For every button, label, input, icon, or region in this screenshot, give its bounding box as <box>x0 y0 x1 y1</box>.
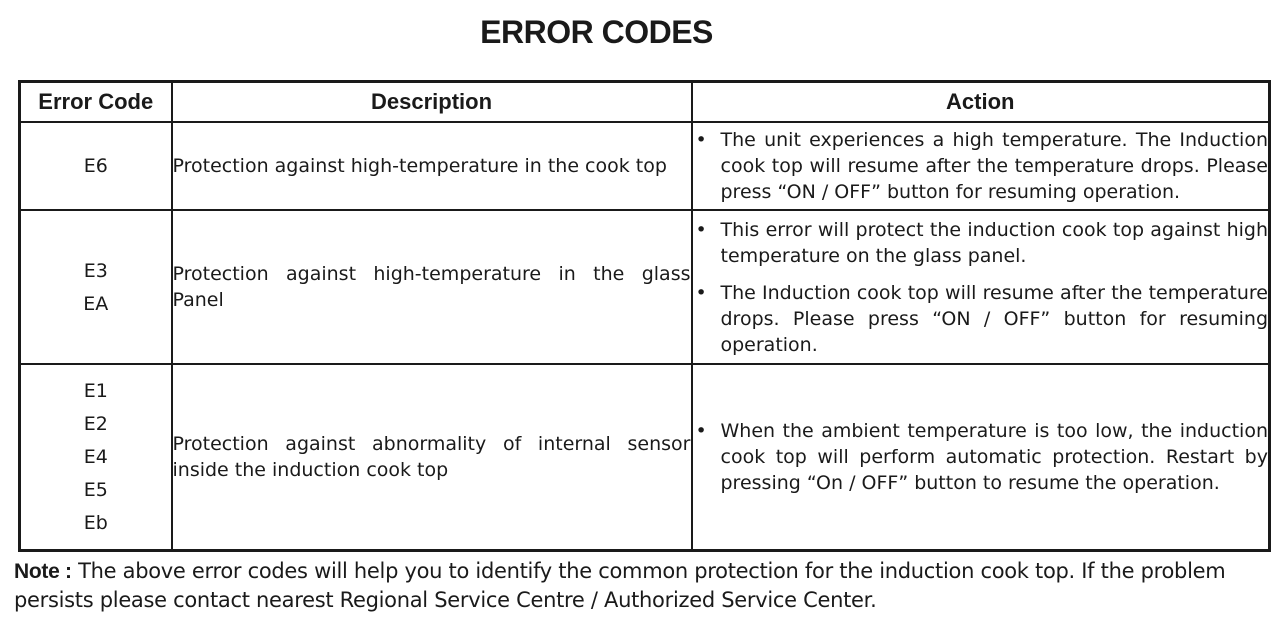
bullet-icon: • <box>695 129 707 151</box>
error-code-cell <box>20 122 172 210</box>
action-text: When the ambient temperature is too low, the induction cook top will perform automatic protection. Restart by pressing “On / OFF” button to resume the operation. <box>720 420 1268 494</box>
note-text: The above error codes will help you to identify the common protection for the induction cook top. If the problem persists please contact nearest Regional Service Centre / Authorized Service Center. <box>14 559 1226 612</box>
error-codes-table <box>18 80 1271 552</box>
error-code: Eb <box>83 512 108 534</box>
page-title: ERROR CODES <box>480 14 713 50</box>
table-header-row <box>20 82 1270 123</box>
note-paragraph <box>14 557 1276 614</box>
error-code-cell <box>20 210 172 364</box>
action-item <box>693 418 1269 496</box>
column-header-action: Action <box>692 82 1270 123</box>
description-cell: Protection against abnormality of internal sensor inside the induction cook top <box>172 364 692 551</box>
column-header-error-code: Error Code <box>20 82 172 123</box>
error-code: E4 <box>83 446 108 468</box>
error-code: E1 <box>83 380 108 402</box>
action-text: The unit experiences a high temperature. The Induction cook top will resume after the temperature drops. Please press “ON / OFF” button for resuming operation. <box>720 129 1268 203</box>
action-item <box>693 280 1269 358</box>
description-cell: Protection against high-temperature in the glass Panel <box>172 210 692 364</box>
table-row <box>20 364 1270 551</box>
action-cell <box>692 210 1270 364</box>
description-cell: Protection against high-temperature in the cook top <box>172 122 692 210</box>
note-label: Note : <box>14 560 72 583</box>
action-cell <box>692 122 1270 210</box>
action-text: This error will protect the induction cook top against high temperature on the glass panel. <box>720 218 1268 267</box>
error-code: E6 <box>83 155 108 177</box>
error-code-cell <box>20 364 172 551</box>
bullet-icon: • <box>695 281 707 304</box>
error-code: E2 <box>83 413 108 435</box>
error-code: EA <box>83 292 109 315</box>
table-row <box>20 122 1270 210</box>
action-text: The Induction cook top will resume after the temperature drops. Please press “ON / OFF” button for resuming operation. <box>720 281 1268 356</box>
bullet-icon: • <box>695 218 707 241</box>
column-header-description: Description <box>172 82 692 123</box>
bullet-icon: • <box>695 420 707 442</box>
action-item <box>693 127 1269 205</box>
action-item <box>693 217 1269 269</box>
action-cell <box>692 364 1270 551</box>
error-code: E5 <box>83 479 108 501</box>
error-code: E3 <box>83 259 108 282</box>
table-row <box>20 210 1270 364</box>
